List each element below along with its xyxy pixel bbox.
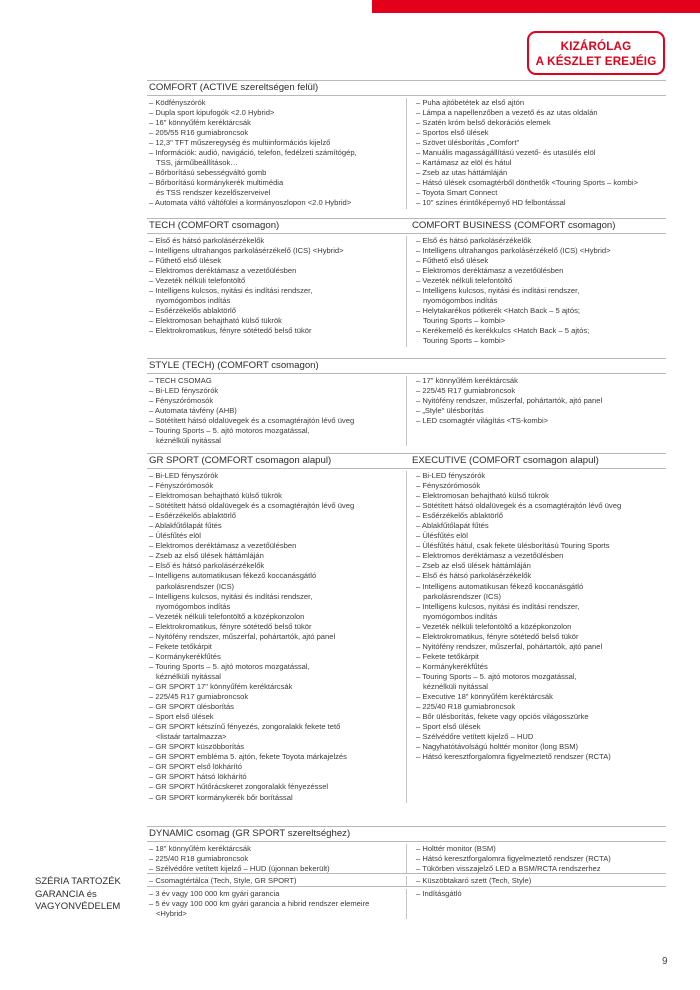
feature-item: – Kormánykerékfűtés bbox=[149, 651, 221, 661]
feature-item: kéznélküli nyitással bbox=[156, 671, 221, 681]
feature-item: – „Style" ülésborítás bbox=[416, 406, 484, 416]
limited-stock-badge bbox=[527, 31, 665, 75]
feature-item: – Nyitófény rendszer, műszerfal, pohártartók, ajtó panel bbox=[149, 631, 336, 641]
feature-item: – 225/45 R17 gumiabroncsok bbox=[149, 692, 249, 702]
feature-item: – Információk: audió, navigáció, telefon, fedélzeti számítógép, bbox=[149, 148, 357, 158]
feature-item: – Hátsó keresztforgalomra figyelmeztető rendszer (RCTA) bbox=[416, 854, 611, 864]
feature-item: – Fényszórómosók bbox=[149, 481, 214, 491]
feature-item: – Intelligens ultrahangos parkolásérzékelő (ICS) <Hybrid> bbox=[149, 246, 344, 256]
feature-item: – 5 év vagy 100 000 km gyári garancia a hibrid rendszer elemeire bbox=[149, 899, 370, 909]
feature-item: – Executive 18" könnyűfém keréktárcsák bbox=[416, 692, 553, 702]
feature-item: – Csomagtértálca (Tech, Style, GR SPORT) bbox=[149, 876, 297, 885]
badge-line-1: KIZÁRÓLAG bbox=[560, 40, 632, 53]
feature-item: – 10" színes érintőképernyő HD felbontással bbox=[416, 198, 566, 208]
feature-list-right bbox=[407, 844, 666, 874]
section-tech bbox=[147, 218, 666, 347]
feature-item: parkolásrendszer (ICS) bbox=[423, 591, 502, 601]
feature-item: – Intelligens kulcsos, nyitási és indítási rendszer, bbox=[149, 591, 313, 601]
feature-item: – Elektromos deréktámasz a vezetőülésben bbox=[416, 551, 564, 561]
row-label-series: SZÉRIA TARTOZÉK bbox=[35, 876, 121, 887]
feature-item: – GR SPORT kormánykerék bőr borítással bbox=[149, 792, 293, 802]
feature-item: – Elektromos deréktámasz a vezetőülésben bbox=[149, 541, 297, 551]
feature-item: – Dupla sport kipufogók <2.0 Hybrid> bbox=[149, 108, 275, 118]
feature-item: – LED csomagtér világítás <TS-kombi> bbox=[416, 416, 549, 426]
section-warranty bbox=[147, 886, 666, 919]
feature-item: nyomógombos indítás bbox=[156, 296, 231, 306]
feature-item: – Fényszórómosók bbox=[149, 396, 214, 406]
feature-item: – Sport első ülések bbox=[416, 722, 481, 732]
section-titles bbox=[147, 454, 666, 468]
feature-item: – 225/45 R17 gumiabroncsok bbox=[416, 386, 516, 396]
feature-item: – Kerékemelő és kerékkulcs <Hatch Back – 5 ajtós; bbox=[416, 326, 590, 336]
feature-item: parkolásrendszer (ICS) bbox=[156, 581, 235, 591]
feature-item: – Vezeték nélküli telefontöltő a középkonzolon bbox=[416, 621, 572, 631]
feature-item: – Indításgátló bbox=[416, 889, 462, 898]
feature-list-left bbox=[147, 889, 407, 919]
feature-columns bbox=[147, 234, 666, 347]
feature-item: – Esőérzékelős ablaktörlő bbox=[149, 306, 236, 316]
feature-item: – Elektrokromatikus, fényre sötétedő belső tükör bbox=[149, 621, 312, 631]
feature-item: – Sötétített hátsó oldalüvegek és a csomagtérajtón lévő üveg bbox=[149, 501, 355, 511]
feature-item: – Esőérzékelős ablaktörlő bbox=[149, 511, 236, 521]
badge-line-2: A KÉSZLET EREJÉIG bbox=[535, 55, 657, 68]
section-title: GR SPORT (COMFORT csomagon alapul) bbox=[149, 455, 332, 466]
feature-item: – 16" könnyűfém keréktárcsák bbox=[149, 118, 251, 128]
feature-item: – 12,3" TFT műszeregység és multiinformációs kijelző bbox=[149, 138, 331, 148]
feature-item: – Tükörben visszajelző LED a BSM/RCTA rendszerhez bbox=[416, 864, 601, 874]
section-title: STYLE (TECH) (COMFORT csomagon) bbox=[149, 360, 319, 371]
feature-item: – Esőérzékelős ablaktörlő bbox=[416, 511, 503, 521]
feature-item: – Bi-LED fényszórók bbox=[149, 386, 219, 396]
feature-item: – Ablakfűtőlapát fűtés bbox=[149, 521, 222, 531]
feature-item: – Zseb az első ülések háttámláján bbox=[149, 551, 264, 561]
feature-item: – Első és hátsó parkolásérzékelők bbox=[416, 236, 532, 245]
section-title: TECH (COMFORT csomagon) bbox=[149, 220, 280, 231]
feature-item: <Hybrid> bbox=[156, 909, 187, 919]
feature-item: Touring Sports – kombi> bbox=[423, 336, 506, 346]
feature-item: kéznélküli nyitással bbox=[156, 436, 221, 446]
feature-list-left bbox=[147, 376, 407, 446]
feature-item: – Hátsó ülések csomagtérből dönthetők <Touring Sports – kombi> bbox=[416, 178, 639, 188]
feature-item: – Ködfényszórók bbox=[149, 98, 206, 107]
feature-item: – Elektromosan behajtható külső tükrök bbox=[416, 491, 549, 501]
feature-item: – Automata távfény (AHB) bbox=[149, 406, 237, 416]
feature-item: – Toyota Smart Connect bbox=[416, 188, 498, 198]
feature-item: – Fekete tetőkárpit bbox=[416, 651, 479, 661]
feature-item: – 205/55 R16 gumiabroncsok bbox=[149, 128, 249, 138]
feature-item: – GR SPORT embléma 5. ajtón, fekete Toyota márkajelzés bbox=[149, 752, 347, 762]
section-series-accessory bbox=[147, 873, 666, 886]
feature-item: – 18" könnyűfém keréktárcsák bbox=[149, 844, 251, 853]
feature-item: – Automata váltó váltófülei a kormányoszlopon <2.0 Hybrid> bbox=[149, 198, 352, 208]
feature-item: – Ülésfűtés elöl bbox=[416, 531, 468, 541]
feature-item: – Bi-LED fényszórók bbox=[149, 471, 219, 480]
feature-item: – Bőrborítású kormánykerék multimédia bbox=[149, 178, 284, 188]
feature-item: – GR SPORT első lökhárító bbox=[149, 762, 242, 772]
feature-item: – Touring Sports – 5. ajtó motoros mozgatással, bbox=[416, 671, 577, 681]
feature-item: – Intelligens automatikusan fékező koccanásgátló bbox=[416, 581, 584, 591]
feature-item: – GR SPORT ülésborítás bbox=[149, 702, 234, 712]
feature-item: – Sötétített hátsó oldalüvegek és a csomagtérajtón lévő üveg bbox=[416, 501, 622, 511]
feature-item: – Ablakfűtőlapát fűtés bbox=[416, 521, 489, 531]
feature-item: – Puha ajtóbetétek az első ajtón bbox=[416, 98, 525, 107]
feature-item: – Vezeték nélküli telefontöltő bbox=[416, 276, 513, 286]
feature-item: – Kartámasz az elöl és hátul bbox=[416, 158, 512, 168]
feature-item: – GR SPORT hűtőrácskeret zongoralakk fényezéssel bbox=[149, 782, 329, 792]
feature-item: – Fekete tetőkárpit bbox=[149, 641, 212, 651]
feature-item: – Vezeték nélküli telefontöltő a középkonzolon bbox=[149, 611, 305, 621]
feature-item: – Szélvédőre vetített kijelző – HUD (újonnan bekerült) bbox=[149, 864, 330, 874]
feature-item: nyomógombos indítás bbox=[423, 296, 498, 306]
feature-item: TSS, járműbeállítások… bbox=[156, 158, 238, 168]
section-title: DYNAMIC csomag (GR SPORT szereltséghez) bbox=[149, 828, 351, 839]
feature-item: – 17" könnyűfém keréktárcsák bbox=[416, 376, 518, 385]
feature-item: – Intelligens kulcsos, nyitási és indítási rendszer, bbox=[416, 601, 580, 611]
feature-item: Touring Sports – kombi> bbox=[423, 316, 506, 326]
top-accent-bar bbox=[372, 0, 700, 13]
feature-list-right bbox=[407, 236, 666, 347]
page-number: 9 bbox=[662, 956, 668, 967]
feature-item: – Küszöbtakaró szett (Tech, Style) bbox=[416, 876, 532, 885]
feature-list-right bbox=[407, 471, 666, 803]
feature-item: – Kormánykerékfűtés bbox=[416, 661, 488, 671]
feature-item: – Sport első ülések bbox=[149, 712, 214, 722]
feature-list-left bbox=[147, 236, 407, 347]
feature-item: – Intelligens ultrahangos parkolásérzékelő (ICS) <Hybrid> bbox=[416, 246, 611, 256]
feature-item: – Elektrokromatikus, fényre sötétedő belső tükör bbox=[416, 631, 579, 641]
feature-columns bbox=[147, 96, 666, 209]
feature-list-left bbox=[147, 471, 407, 803]
feature-item: – Sportos első ülések bbox=[416, 128, 489, 138]
feature-item: – Zseb az utas háttámláján bbox=[416, 168, 508, 178]
feature-list-right bbox=[407, 376, 666, 446]
feature-item: – 225/40 R18 gumiabroncsok bbox=[149, 854, 249, 864]
feature-item: – Elektromosan behajtható külső tükrök bbox=[149, 491, 282, 501]
feature-item: – Fűthető első ülések bbox=[416, 256, 489, 266]
feature-item: – Fűthető első ülések bbox=[149, 256, 222, 266]
feature-item: – Holttér monitor (BSM) bbox=[416, 844, 496, 853]
feature-columns bbox=[147, 842, 666, 874]
feature-item: – Elektromos deréktámasz a vezetőülésben bbox=[149, 266, 297, 276]
feature-item: – Elektromosan behajtható külső tükrök bbox=[149, 316, 282, 326]
feature-columns bbox=[147, 874, 666, 886]
feature-item: – Hátsó keresztforgalomra figyelmeztető rendszer (RCTA) bbox=[416, 752, 611, 762]
feature-list-left bbox=[147, 876, 407, 886]
feature-item: – GR SPORT 17" könnyűfém keréktárcsák bbox=[149, 681, 293, 691]
section-gr-sport bbox=[147, 453, 666, 803]
feature-item: – Első és hátsó parkolásérzékelők bbox=[149, 561, 265, 571]
feature-item: – Manuális magasságállítású vezető- és utasülés elöl bbox=[416, 148, 596, 158]
feature-item: – Nagyhatótávolságú holttér monitor (long BSM) bbox=[416, 742, 579, 752]
feature-item: – Ülésfűtés elöl bbox=[149, 531, 201, 541]
feature-list-left bbox=[147, 98, 407, 209]
section-title-right: EXECUTIVE (COMFORT csomagon alapul) bbox=[412, 455, 599, 466]
feature-item: – 225/40 R18 gumiabroncsok bbox=[416, 702, 516, 712]
feature-list-right bbox=[407, 889, 666, 919]
row-label-warranty-2: VAGYONVÉDELEM bbox=[35, 901, 121, 912]
feature-item: – TECH CSOMAG bbox=[149, 376, 212, 385]
feature-item: – Nyitófény rendszer, műszerfal, pohártartók, ajtó panel bbox=[416, 396, 603, 406]
feature-item: – Szatén króm belső dekorációs elemek bbox=[416, 118, 551, 128]
feature-item: – Zseb az első ülések háttámláján bbox=[416, 561, 531, 571]
section-titles bbox=[147, 219, 666, 233]
feature-item: – Bi-LED fényszórók bbox=[416, 471, 486, 480]
feature-item: – Vezeték nélküli telefontöltő bbox=[149, 276, 246, 286]
feature-item: – Ülésfűtés hátul, csak fekete ülésborítású Touring Sports bbox=[416, 541, 610, 551]
feature-item: – Touring Sports – 5. ajtó motoros mozgatással, bbox=[149, 426, 310, 436]
feature-item: – Lámpa a napellenzőben a vezető és az utas oldalán bbox=[416, 108, 598, 118]
feature-columns bbox=[147, 469, 666, 803]
feature-item: – Szövet ülésborítás „Comfort" bbox=[416, 138, 520, 148]
feature-item: és TSS rendszer kezelőszerveivel bbox=[156, 188, 271, 198]
feature-item: nyomógombos indítás bbox=[156, 601, 231, 611]
feature-item: <listaár tartalmazza> bbox=[156, 732, 227, 742]
section-style bbox=[147, 358, 666, 446]
feature-item: – Elektrokromatikus, fényre sötétedő belső tükör bbox=[149, 326, 312, 336]
section-dynamic bbox=[147, 826, 666, 874]
section-comfort bbox=[147, 80, 666, 209]
feature-item: – Intelligens kulcsos, nyitási és indítási rendszer, bbox=[149, 286, 313, 296]
feature-item: – Elektromos deréktámasz a vezetőülésben bbox=[416, 266, 564, 276]
feature-item: – GR SPORT küszöbborítás bbox=[149, 742, 245, 752]
feature-columns bbox=[147, 887, 666, 919]
feature-item: – Első és hátsó parkolásérzékelők bbox=[416, 571, 532, 581]
section-title: COMFORT (ACTIVE szereltségen felül) bbox=[149, 82, 319, 93]
feature-item: – Intelligens automatikusan fékező koccanásgátló bbox=[149, 571, 317, 581]
feature-item: – Bőr ülésborítás, fekete vagy opciós világosszürke bbox=[416, 712, 589, 722]
feature-columns bbox=[147, 374, 666, 446]
feature-item: – Touring Sports – 5. ajtó motoros mozgatással, bbox=[149, 661, 310, 671]
feature-item: – Sötétített hátsó oldalüvegek és a csomagtérajtón lévő üveg bbox=[149, 416, 355, 426]
feature-item: kéznélküli nyitással bbox=[423, 681, 488, 691]
feature-list-left bbox=[147, 844, 407, 874]
feature-item: – Bőrborítású sebességváltó gomb bbox=[149, 168, 267, 178]
feature-item: – Nyitófény rendszer, műszerfal, pohártartók, ajtó panel bbox=[416, 641, 603, 651]
feature-item: – 3 év vagy 100 000 km gyári garancia bbox=[149, 889, 280, 898]
section-title-right: COMFORT BUSINESS (COMFORT csomagon) bbox=[412, 220, 616, 231]
feature-item: – Intelligens kulcsos, nyitási és indítási rendszer, bbox=[416, 286, 580, 296]
feature-list-right bbox=[407, 876, 666, 886]
row-label-warranty-1: GARANCIA és bbox=[35, 889, 97, 900]
feature-item: – Szélvédőre vetített kijelző – HUD bbox=[416, 732, 534, 742]
feature-item: – GR SPORT hátsó lökhárító bbox=[149, 772, 247, 782]
feature-list-right bbox=[407, 98, 666, 209]
feature-item: – Első és hátsó parkolásérzékelők bbox=[149, 236, 265, 245]
feature-item: – GR SPORT kétszínű fényezés, zongoralakk fekete tető bbox=[149, 722, 341, 732]
feature-item: – Helytakarékos pótkerék <Hatch Back – 5 ajtós; bbox=[416, 306, 580, 316]
feature-item: – Fényszórómosók bbox=[416, 481, 481, 491]
feature-item: nyomógombos indítás bbox=[423, 611, 498, 621]
